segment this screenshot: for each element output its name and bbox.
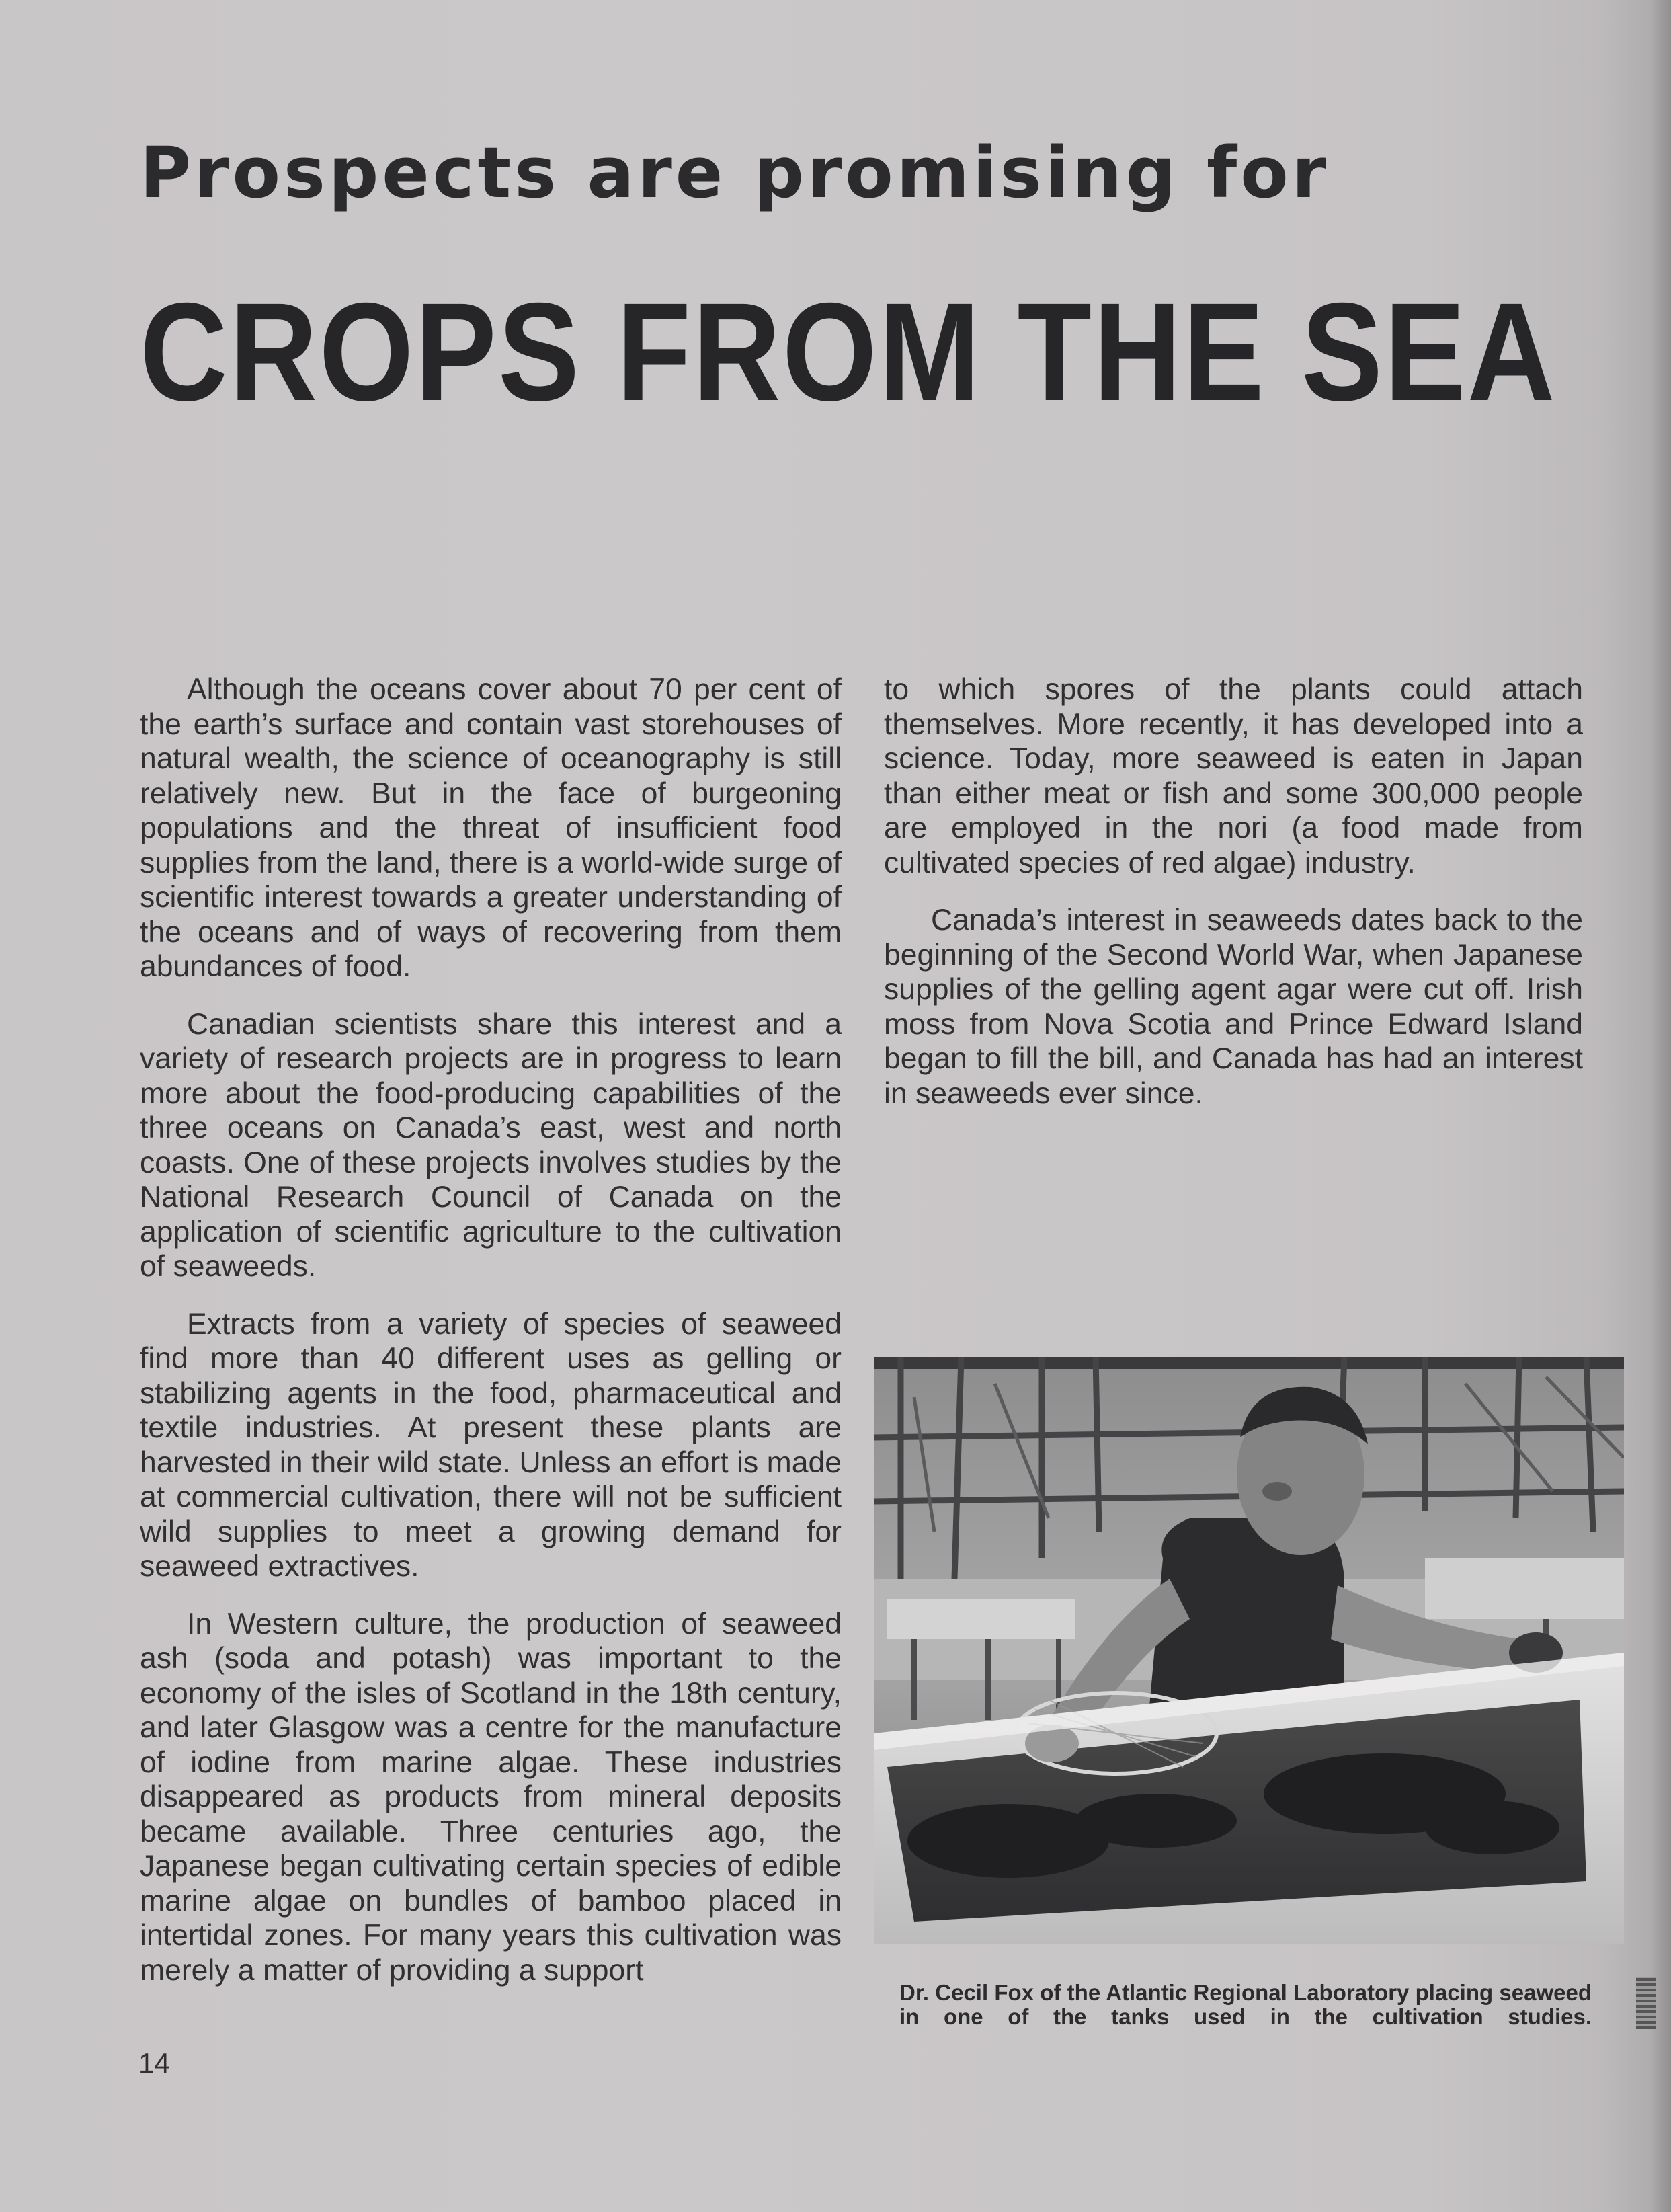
article-kicker: Prospects are promising for <box>140 132 1330 214</box>
right-text-column <box>884 672 1583 1134</box>
paragraph: to which spores of the plants could attach themselves. More recently, it has developed into a science. Today, more seaweed is eaten in Japan than either meat or fish and some 300,000 people are employed in the nori (a food made from cultivated species of red algae) industry. <box>884 673 1583 879</box>
binding-edge-mark <box>1636 1977 1656 2029</box>
paragraph: In Western culture, the production of seaweed ash (soda and potash) was important to the economy of the isles of Scotland in the 18th century, and later Glasgow was a centre for the manufacture of iodine from marine algae. These industries disappeared as products from mineral deposits became available. Three centuries ago, the Japanese began cultivating certain species of edible marine algae on bundles of bamboo placed in intertidal zones. For many years this cultivation was merely a matter of providing a support <box>140 1607 842 1987</box>
left-text-column <box>140 672 842 2010</box>
article-headline: CROPS FROM THE SEA <box>140 274 1557 430</box>
photo-caption: Dr. Cecil Fox of the Atlantic Regional Laboratory placing seaweed in one of the tanks used in the cultivation studies. <box>899 1980 1592 2029</box>
paragraph: Canada’s interest in seaweeds dates back to the beginning of the Second World War, when Japanese supplies of the gelling agent agar were cut off. Irish moss from Nova Scotia and Prince Edward Island began to fill the bill, and Canada has had an interest in seaweeds ever since. <box>884 904 1583 1110</box>
page-number: 14 <box>138 2047 170 2079</box>
photo-scientist-seaweed-tank <box>874 1357 1624 1944</box>
paragraph: Extracts from a variety of species of seaweed find more than 40 different uses as gelling or stabilizing agents in the food, pharmaceutical and textile industries. At present these plants are harvested in their wild state. Unless an effort is made at commercial cultivation, there will not be sufficient wild supplies to meet a growing demand for seaweed extractives. <box>140 1307 842 1583</box>
paragraph: Canadian scientists share this interest and a variety of research projects are in progress to learn more about the food-producing capabilities of the three oceans on Canada’s east, west and north coasts. One of these projects involves studies by the National Research Council of Canada on the application of scientific agriculture to the cultivation of seaweeds. <box>140 1007 842 1283</box>
paragraph: Although the oceans cover about 70 per cent of the earth’s surface and contain vast storehouses of natural wealth, the science of oceanography is still relatively new. But in the face of burgeoning populations and the threat of insufficient food supplies from the land, there is a world-wide surge of scientific interest towards a greater understanding of the oceans and of ways of recovering from them abundances of food. <box>140 673 842 983</box>
page-edge-shadow <box>1651 0 1671 2212</box>
